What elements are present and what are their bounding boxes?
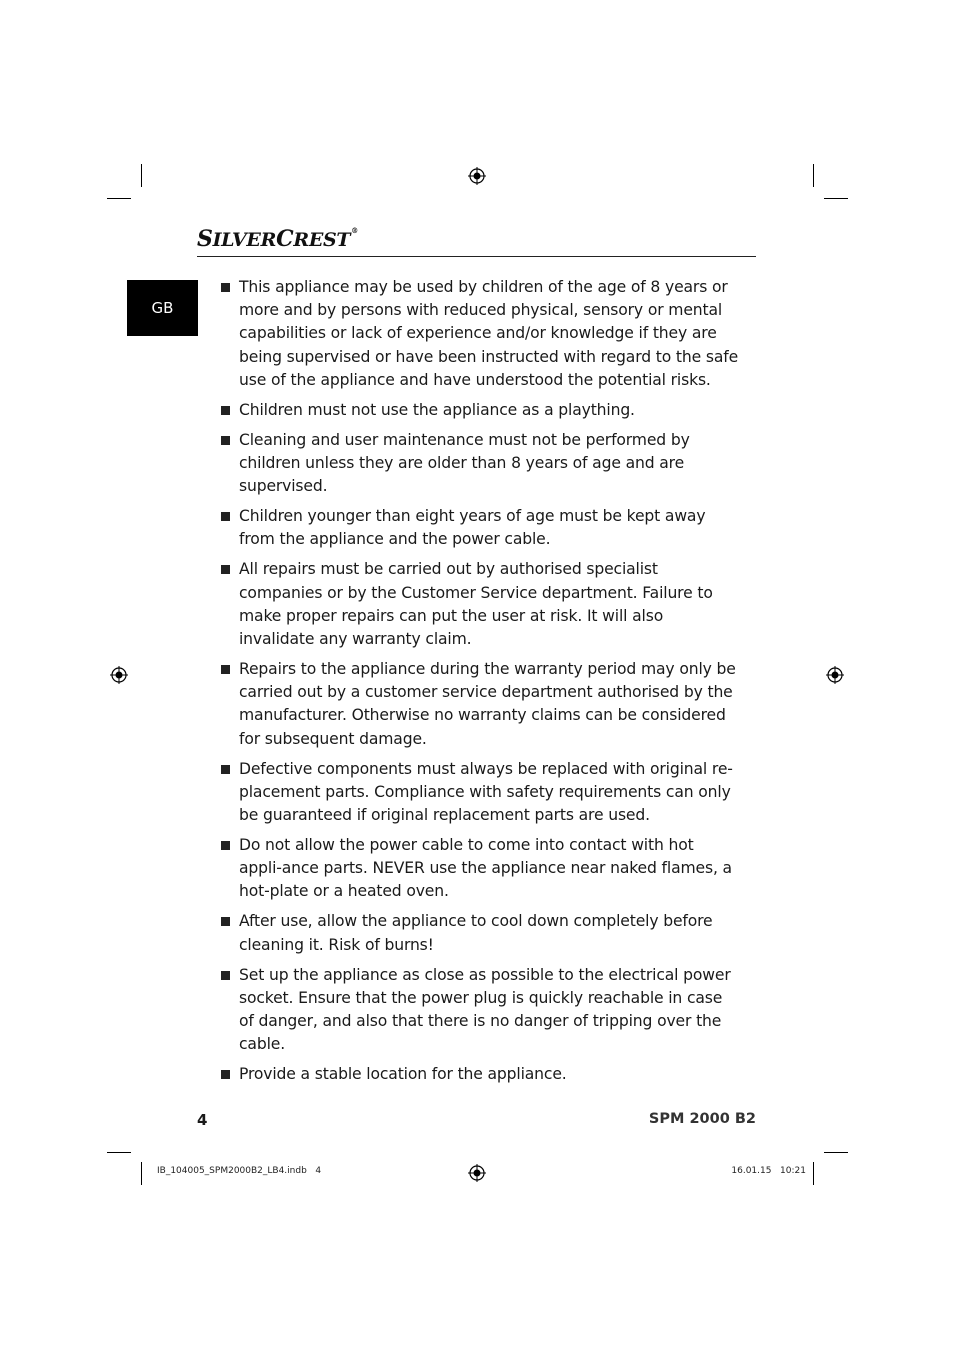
square-bullet-icon <box>221 841 230 850</box>
square-bullet-icon <box>221 436 230 445</box>
square-bullet-icon <box>221 406 230 415</box>
list-item: After use, allow the appliance to cool down completely before cleaning it. Risk of burns! <box>219 910 739 956</box>
square-bullet-icon <box>221 512 230 521</box>
list-item: This appliance may be used by children of the age of 8 years or more and by persons with reduced physical, sensory or mental capabilities or lack of experience and/or knowledge if they are being supervised or have been instructed with regard to the safe use of the appliance and have understood the potential risks. <box>219 276 739 392</box>
crop-mark <box>824 1152 848 1153</box>
header-rule <box>197 256 756 257</box>
crop-mark <box>141 164 142 187</box>
square-bullet-icon <box>221 565 230 574</box>
registration-mark-icon <box>110 666 128 684</box>
crop-mark <box>141 1162 142 1185</box>
crop-mark <box>813 164 814 187</box>
print-slug-datetime: 16.01.15 10:21 <box>731 1166 806 1176</box>
crop-mark <box>824 198 848 199</box>
registration-mark-icon <box>826 666 844 684</box>
registration-mark-icon <box>468 167 486 185</box>
language-tab: GB <box>127 280 198 336</box>
crop-mark <box>107 198 131 199</box>
list-item: Defective components must always be replaced with original re-placement parts. Compliance with safety requirements can only be guaranteed if original replacement parts are used. <box>219 758 739 828</box>
list-item: Cleaning and user maintenance must not be performed by children unless they are older than 8 years of age and are supervised. <box>219 429 739 499</box>
square-bullet-icon <box>221 971 230 980</box>
safety-instructions-list <box>219 276 739 1093</box>
square-bullet-icon <box>221 283 230 292</box>
crop-mark <box>107 1152 131 1153</box>
registration-mark-icon <box>468 1164 486 1182</box>
square-bullet-icon <box>221 665 230 674</box>
list-item: All repairs must be carried out by authorised specialist companies or by the Customer Service department. Failure to make proper repairs can put the user at risk. It will also invalidate any warranty claim. <box>219 558 739 651</box>
brand-logo: SILVERCREST® <box>197 226 358 252</box>
model-name: SPM 2000 B2 <box>648 1111 756 1127</box>
list-item: Children younger than eight years of age must be kept away from the appliance and the power cable. <box>219 505 739 551</box>
list-item: Provide a stable location for the appliance. <box>219 1063 739 1086</box>
print-slug-file: IB_104005_SPM2000B2_LB4.indb 4 <box>157 1166 322 1176</box>
list-item: Set up the appliance as close as possible to the electrical power socket. Ensure that the power plug is quickly reachable in case of danger, and also that there is no danger of tripping over the cable. <box>219 964 739 1057</box>
square-bullet-icon <box>221 917 230 926</box>
page-number: 4 <box>197 1111 208 1129</box>
square-bullet-icon <box>221 765 230 774</box>
square-bullet-icon <box>221 1070 230 1079</box>
list-item: Do not allow the power cable to come into contact with hot appli-ance parts. NEVER use the appliance near naked flames, a hot-plate or a heated oven. <box>219 834 739 904</box>
list-item: Children must not use the appliance as a plaything. <box>219 399 739 422</box>
crop-mark <box>813 1162 814 1185</box>
list-item: Repairs to the appliance during the warranty period may only be carried out by a customer service department authorised by the manufacturer. Otherwise no warranty claims can be considered for subsequent damage. <box>219 658 739 751</box>
